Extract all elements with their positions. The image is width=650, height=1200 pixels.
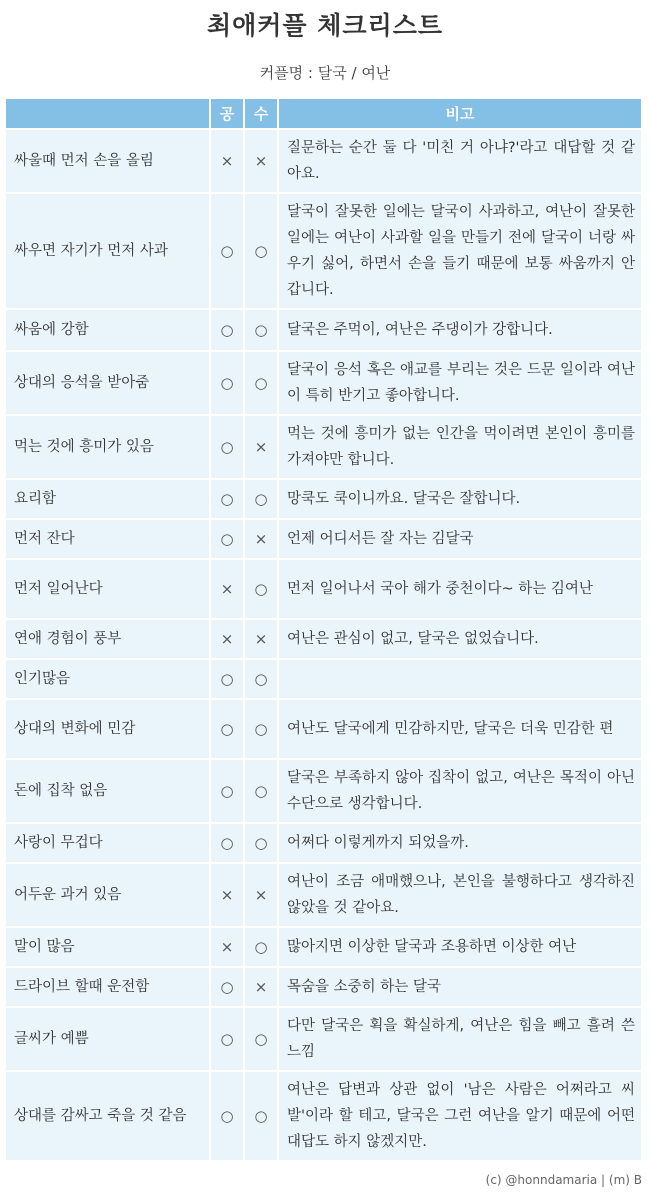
row-note: 망쿡도 쿡이니까요. 달국은 잘합니다. (278, 479, 641, 519)
table-row (6, 559, 641, 619)
mark-gong: ○ (210, 823, 244, 863)
table-row (6, 351, 641, 415)
table-row (6, 619, 641, 659)
mark-su: ○ (244, 1007, 278, 1071)
row-item: 상대의 변화에 민감 (6, 699, 210, 759)
row-item: 글씨가 예쁨 (6, 1007, 210, 1071)
row-note: 먹는 것에 흥미가 없는 인간을 먹이려면 본인이 흥미를 가져야만 합니다. (278, 415, 641, 479)
table-row (6, 1007, 641, 1071)
mark-gong: ○ (210, 309, 244, 351)
mark-gong: ○ (210, 1071, 244, 1160)
mark-su: ○ (244, 659, 278, 699)
header-row (6, 99, 641, 129)
row-note: 여난은 답변과 상관 없이 '남은 사람은 어쩌라고 씨발'이라 할 테고, 달국은 그런 여난을 알기 때문에 어떤 대답도 하지 않겠지만. (278, 1071, 641, 1160)
table-row (6, 759, 641, 823)
mark-su: ○ (244, 309, 278, 351)
mark-gong: ○ (210, 415, 244, 479)
row-item: 연애 경험이 풍부 (6, 619, 210, 659)
mark-su: × (244, 967, 278, 1007)
table-row (6, 823, 641, 863)
row-note: 목숨을 소중히 하는 달국 (278, 967, 641, 1007)
row-item: 어두운 과거 있음 (6, 863, 210, 927)
table-row (6, 479, 641, 519)
mark-su: × (244, 415, 278, 479)
mark-gong: × (210, 559, 244, 619)
table-row (6, 1071, 641, 1160)
row-item: 돈에 집착 없음 (6, 759, 210, 823)
mark-su: ○ (244, 759, 278, 823)
mark-su: ○ (244, 193, 278, 309)
row-item: 상대를 감싸고 죽을 것 같음 (6, 1071, 210, 1160)
row-note: 어쩌다 이렇게까지 되었을까. (278, 823, 641, 863)
row-item: 먼저 잔다 (6, 519, 210, 559)
table-row (6, 129, 641, 193)
row-note (278, 659, 641, 699)
mark-su: × (244, 519, 278, 559)
row-item: 싸우면 자기가 먼저 사과 (6, 193, 210, 309)
mark-su: × (244, 619, 278, 659)
credit-footer: (c) @honndamaria | (m) B (485, 1173, 642, 1187)
table-row (6, 863, 641, 927)
mark-gong: ○ (210, 759, 244, 823)
table-row (6, 415, 641, 479)
couple-name: 커플명 : 달국 / 여난 (259, 64, 391, 82)
row-note: 달국이 잘못한 일에는 달국이 사과하고, 여난이 잘못한 일에는 여난이 사과할 일을 만들기 전에 달국이 너랑 싸우기 싫어, 하면서 손을 들기 때문에 보통 싸움까지 안 갑니다. (278, 193, 641, 309)
table-row (6, 309, 641, 351)
page-title: 최애커플 체크리스트 (206, 11, 444, 40)
header-item (6, 99, 210, 129)
mark-su: ○ (244, 699, 278, 759)
mark-gong: × (210, 863, 244, 927)
mark-gong: × (210, 619, 244, 659)
mark-su: ○ (244, 823, 278, 863)
row-item: 먼저 일어난다 (6, 559, 210, 619)
table-row (6, 193, 641, 309)
mark-gong: ○ (210, 659, 244, 699)
mark-su: × (244, 863, 278, 927)
mark-gong: ○ (210, 193, 244, 309)
row-note: 질문하는 순간 둘 다 '미친 거 아냐?'라고 대답할 것 같아요. (278, 129, 641, 193)
row-item: 싸울때 먼저 손을 올림 (6, 129, 210, 193)
header-su: 수 (244, 99, 278, 129)
row-note: 다만 달국은 획을 확실하게, 여난은 힘을 빼고 흘려 쓴 느낌 (278, 1007, 641, 1071)
table-row (6, 659, 641, 699)
mark-gong: ○ (210, 1007, 244, 1071)
mark-su: ○ (244, 927, 278, 967)
mark-gong: ○ (210, 519, 244, 559)
row-item: 상대의 응석을 받아줌 (6, 351, 210, 415)
row-item: 싸움에 강함 (6, 309, 210, 351)
row-item: 드라이브 할때 운전함 (6, 967, 210, 1007)
table-row (6, 967, 641, 1007)
row-note: 먼저 일어나서 국아 해가 중천이다~ 하는 김여난 (278, 559, 641, 619)
mark-su: × (244, 129, 278, 193)
row-note: 달국은 부족하지 않아 집착이 없고, 여난은 목적이 아닌 수단으로 생각합니다. (278, 759, 641, 823)
row-note: 달국이 응석 혹은 애교를 부리는 것은 드문 일이라 여난이 특히 반기고 좋아합니다. (278, 351, 641, 415)
mark-su: ○ (244, 351, 278, 415)
table-row (6, 519, 641, 559)
mark-gong: ○ (210, 479, 244, 519)
mark-gong: ○ (210, 699, 244, 759)
row-note: 여난도 달국에게 민감하지만, 달국은 더욱 민감한 편 (278, 699, 641, 759)
mark-gong: ○ (210, 967, 244, 1007)
table-row (6, 927, 641, 967)
row-item: 요리함 (6, 479, 210, 519)
table-row (6, 699, 641, 759)
header-note: 비고 (278, 99, 641, 129)
mark-gong: × (210, 927, 244, 967)
row-item: 먹는 것에 흥미가 있음 (6, 415, 210, 479)
row-note: 많아지면 이상한 달국과 조용하면 이상한 여난 (278, 927, 641, 967)
mark-su: ○ (244, 559, 278, 619)
mark-su: ○ (244, 479, 278, 519)
mark-gong: × (210, 129, 244, 193)
mark-su: ○ (244, 1071, 278, 1160)
row-note: 여난은 관심이 없고, 달국은 없었습니다. (278, 619, 641, 659)
row-item: 인기많음 (6, 659, 210, 699)
header-gong: 공 (210, 99, 244, 129)
row-item: 사랑이 무겁다 (6, 823, 210, 863)
row-note: 언제 어디서든 잘 자는 김달국 (278, 519, 641, 559)
row-note: 여난이 조금 애매했으나, 본인을 불행하다고 생각하진 않았을 것 같아요. (278, 863, 641, 927)
row-note: 달국은 주먹이, 여난은 주댕이가 강합니다. (278, 309, 641, 351)
checklist-table (6, 99, 641, 1160)
mark-gong: ○ (210, 351, 244, 415)
row-item: 말이 많음 (6, 927, 210, 967)
